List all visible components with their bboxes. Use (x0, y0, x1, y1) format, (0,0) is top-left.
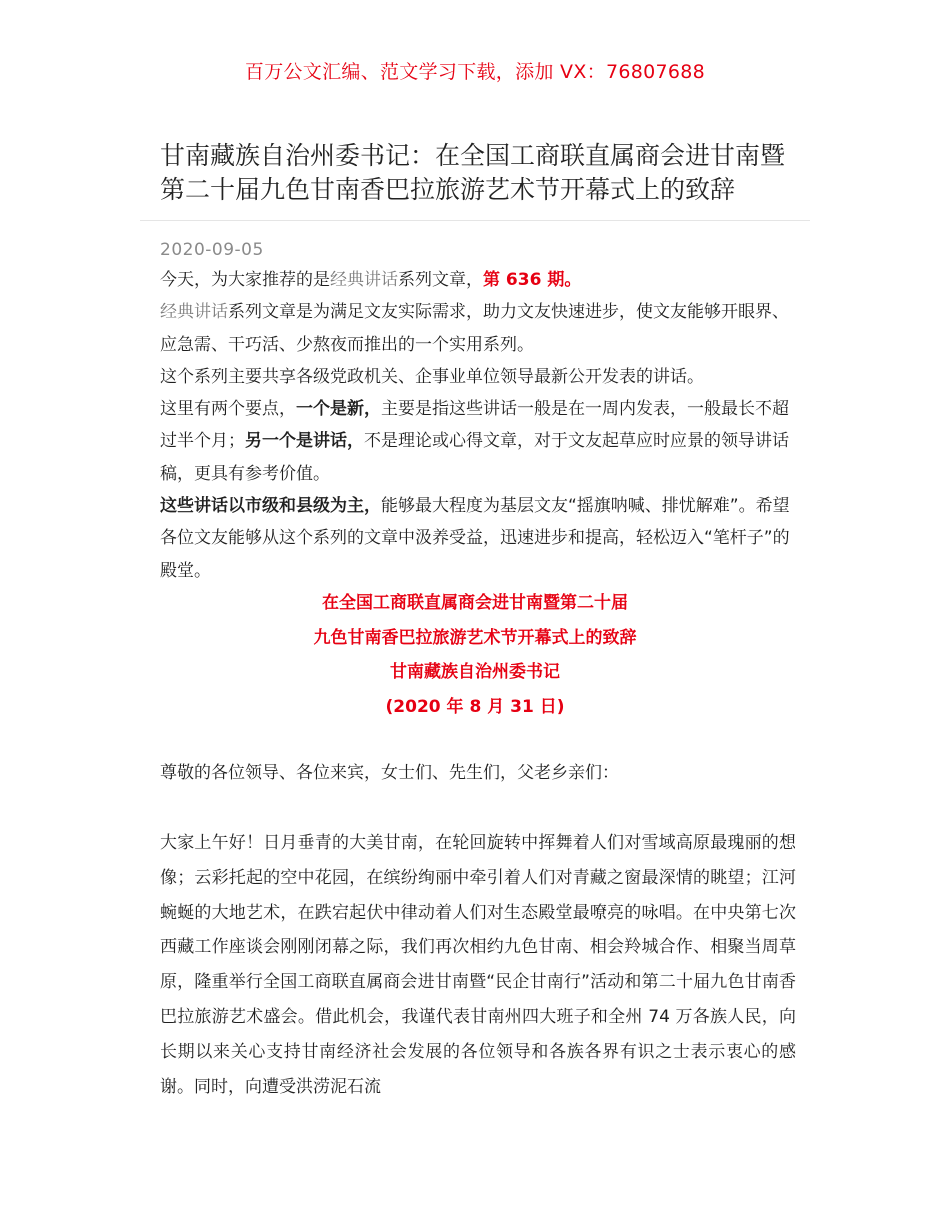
key-point-1: 一个是新， (296, 399, 381, 420)
intro-text: 主要是指这些讲话一般是在一周内发表，一般最长不超过半个月； (160, 399, 789, 452)
series-name: 经典讲话 (160, 302, 228, 323)
intro-paragraph-5 (160, 490, 796, 587)
issue-number: 第 636 期。 (483, 270, 582, 290)
speech-date: (2020 年 8 月 31 日) (385, 696, 565, 717)
speech-heading (0, 586, 950, 724)
intro-text: 今天，为大家推荐的是 (160, 270, 330, 290)
key-point-2: 另一个是讲话， (245, 431, 364, 452)
article-title: 甘南藏族自治州委书记：在全国工商联直属商会进甘南暨第二十届九色甘南香巴拉旅游艺术节开幕式上的致辞 (160, 141, 786, 204)
series-name: 经典讲话 (330, 270, 398, 290)
intro-paragraph-3: 这个系列主要共享各级党政机关、企事业单位领导最新公开发表的讲话。 (160, 366, 704, 387)
intro-text: 系列文章， (398, 270, 483, 290)
speech-body-paragraph: 大家上午好！日月垂青的大美甘南，在轮回旋转中挥舞着人们对雪域高原最瑰丽的想像；云彩托起的空中花园，在缤纷绚丽中牵引着人们对青藏之窗最深情的眺望；江河蜿蜒的大地艺术，在跌宕起伏中律动着人们对生态殿堂最嘹亮的咏唱。在中央第七次西藏工作座谈会刚刚闭幕之际，我们再次相约九色甘南、相会羚城合作、相聚当周草原，隆重举行全国工商联直属商会进甘南暨“民企甘南行”活动和第二十届九色甘南香巴拉旅游艺术盛会。借此机会，我谨代表甘南州四大班子和全州 74 万各族人民，向长期以来关心支持甘南经济社会发展的各位领导和各族各界有识之士表示衷心的感谢。同时，向遭受洪涝泥石流 (160, 833, 796, 1097)
speech-speaker: 甘南藏族自治州委书记 (390, 662, 560, 682)
intro-text: 不是理论或心得文章，对于文友起草应时应景的领导讲话稿，更具有参考价值。 (160, 431, 789, 484)
intro-paragraph-4 (160, 393, 796, 490)
intro-text: 能够最大程度为基层文友“摇旗呐喊、排忧解难”。希望各位文友能够从这个系列的文章中汲养受益，迅速进步和提高，轻松迈入“笔杆子”的殿堂。 (160, 496, 790, 581)
intro-paragraph-1 (160, 264, 796, 296)
intro-paragraph-2 (160, 296, 796, 361)
promo-banner: 百万公文汇编、范文学习下载，添加 VX：76807688 (244, 61, 706, 83)
intro-text: 这里有两个要点， (160, 399, 296, 420)
intro-text: 系列文章是为满足文友实际需求，助力文友快速进步，使文友能够开眼界、应急需、干巧活、少熬夜而推出的一个实用系列。 (160, 302, 789, 355)
speech-greeting: 尊敬的各位领导、各位来宾，女士们、先生们，父老乡亲们： (160, 763, 619, 783)
speech-title-line-2: 九色甘南香巴拉旅游艺术节开幕式上的致辞 (313, 627, 637, 648)
key-point-3: 这些讲话以市级和县级为主， (160, 496, 381, 517)
intro-section (160, 264, 796, 587)
publish-date: 2020-09-05 (160, 240, 264, 260)
title-divider (140, 220, 810, 221)
speech-title-line-1: 在全国工商联直属商会进甘南暨第二十届 (322, 593, 628, 613)
